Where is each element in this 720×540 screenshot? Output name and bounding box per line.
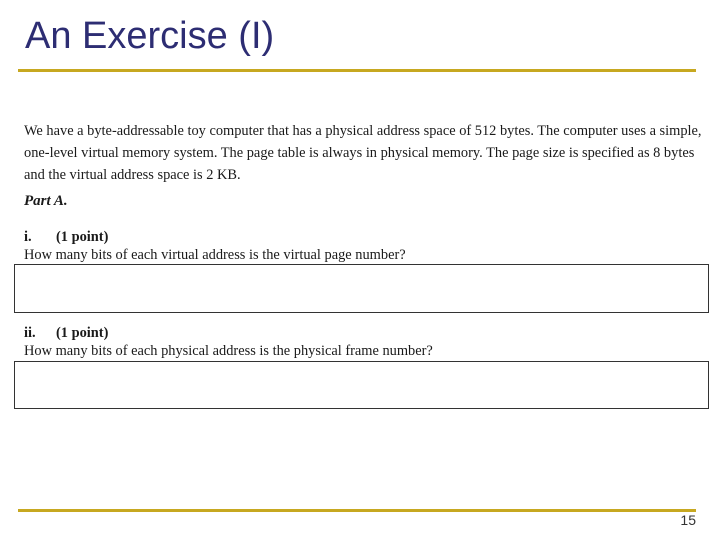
question-2-header <box>24 325 108 342</box>
question-1-answer-box[interactable] <box>14 264 709 313</box>
question-1-text: How many bits of each virtual address is the virtual page number? <box>24 247 406 263</box>
part-label: Part A. <box>24 193 68 209</box>
exercise-intro: We have a byte-addressable toy computer that has a physical address space of 512 bytes. The computer uses a simple, one-level virtual memory system. The page table is always in physical memory. The page size is specified as 8 bytes and the virtual address space is 2 KB. <box>24 123 702 183</box>
question-2-points: (1 point) <box>56 325 109 341</box>
page-number: 15 <box>680 512 696 528</box>
question-1-header <box>24 229 108 246</box>
title-divider <box>18 69 696 72</box>
question-1-points: (1 point) <box>56 229 109 245</box>
question-2-text: How many bits of each physical address is the physical frame number? <box>24 343 433 359</box>
slide-title: An Exercise (I) <box>25 15 275 57</box>
question-2-answer-box[interactable] <box>14 361 709 409</box>
question-1-number: i. <box>24 229 32 245</box>
footer-divider <box>18 509 696 512</box>
question-2-number: ii. <box>24 325 36 341</box>
